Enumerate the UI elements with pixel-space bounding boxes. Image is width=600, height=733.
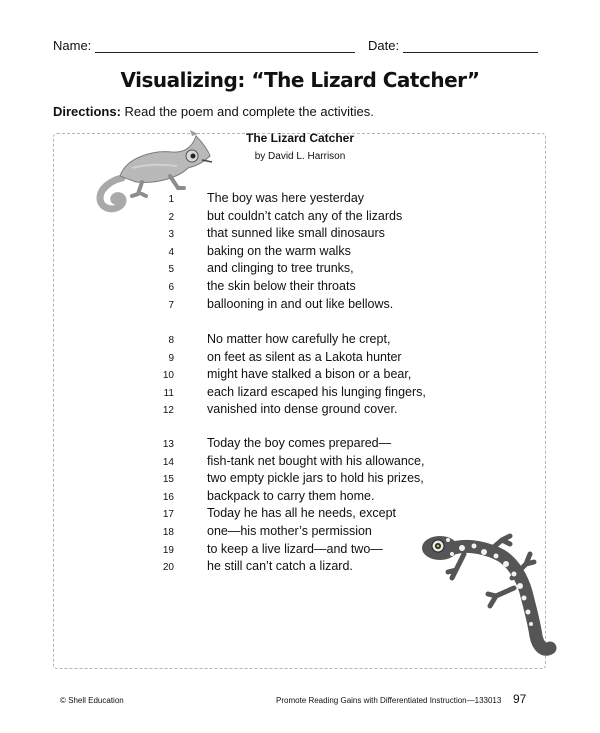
poem-line: to keep a live lizard—and two— xyxy=(207,541,383,556)
line-number: 14 xyxy=(162,456,174,468)
line-number: 9 xyxy=(168,352,174,364)
poem-line: baking on the warm walks xyxy=(207,243,351,258)
poem-line: backpack to carry them home. xyxy=(207,488,375,503)
footer-copyright: © Shell Education xyxy=(60,696,124,705)
poem-line: he still can’t catch a lizard. xyxy=(207,559,353,574)
poem-line: No matter how carefully he crept, xyxy=(207,332,391,346)
poem-title: The Lizard Catcher xyxy=(245,131,355,145)
directions-text: Read the poem and complete the activities. xyxy=(120,104,374,119)
name-field[interactable] xyxy=(95,40,355,53)
date-field[interactable] xyxy=(403,40,538,53)
page-title: Visualizing: “The Lizard Catcher” xyxy=(120,68,480,92)
date-row xyxy=(368,38,538,53)
poem-line: might have stalked a bison or a bear, xyxy=(207,367,412,382)
line-number: 10 xyxy=(162,370,174,382)
poem-line: Today he has all he needs, except xyxy=(207,506,397,521)
line-number: 8 xyxy=(168,335,174,346)
poem-line: that sunned like small dinosaurs xyxy=(207,226,385,241)
poem-line: on feet as silent as a Lakota hunter xyxy=(207,349,402,364)
line-number: 11 xyxy=(163,387,174,399)
line-number: 12 xyxy=(162,405,174,417)
line-number: 3 xyxy=(168,229,174,241)
poem-line: The boy was here yesterday xyxy=(207,191,365,205)
page-number: 97 xyxy=(513,692,527,706)
directions-label: Directions: xyxy=(53,104,121,119)
name-label: Name: xyxy=(53,38,92,53)
line-number: 19 xyxy=(162,544,174,556)
line-number: 5 xyxy=(168,264,174,276)
poem-line: each lizard escaped his lunging fingers, xyxy=(207,384,426,399)
poem-line: fish-tank net bought with his allowance, xyxy=(207,453,425,468)
footer-book-title: Promote Reading Gains with Differentiated Instruction—133013 xyxy=(276,696,502,705)
poem-line: the skin below their throats xyxy=(207,279,356,293)
gecko-illustration xyxy=(418,526,558,660)
line-number: 15 xyxy=(162,474,174,486)
directions xyxy=(53,104,374,119)
poem-line: one—his mother’s permission xyxy=(207,524,372,538)
line-number: 16 xyxy=(162,491,174,503)
line-number: 13 xyxy=(162,439,174,450)
poem-line: and clinging to tree trunks, xyxy=(207,261,354,276)
poem-line: two empty pickle jars to hold his prizes, xyxy=(207,471,424,486)
line-number: 2 xyxy=(168,211,174,223)
line-number: 20 xyxy=(162,562,174,574)
line-number: 4 xyxy=(168,246,174,258)
poem-line: but couldn’t catch any of the lizards xyxy=(207,208,403,223)
poem-line: Today the boy comes prepared— xyxy=(207,436,392,450)
poem-line: vanished into dense ground cover. xyxy=(207,402,398,417)
poem-author: by David L. Harrison xyxy=(254,151,346,162)
line-number: 18 xyxy=(162,527,174,538)
line-number: 17 xyxy=(162,509,174,521)
date-label: Date: xyxy=(368,38,400,53)
line-number: 7 xyxy=(168,299,174,311)
name-row xyxy=(53,38,355,53)
line-number: 1 xyxy=(168,194,174,205)
poem-line: ballooning in and out like bellows. xyxy=(207,296,394,311)
line-number: 6 xyxy=(168,282,174,293)
